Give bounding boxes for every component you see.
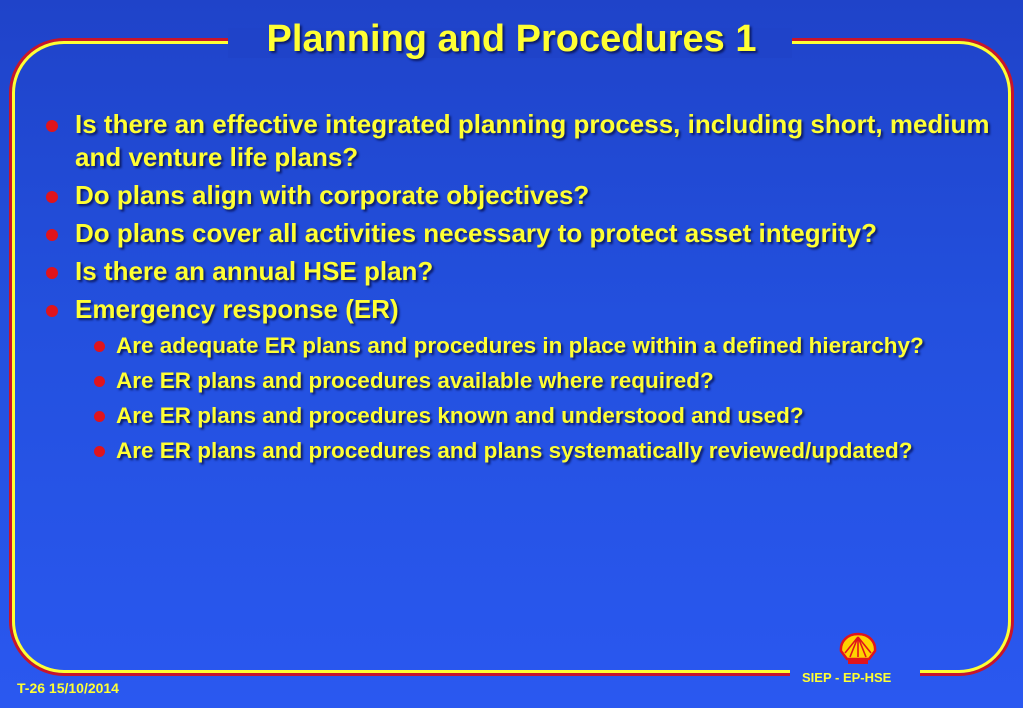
sub-bullet-text: Are ER plans and procedures available where required? bbox=[116, 368, 714, 393]
slide-title: Planning and Procedures 1 bbox=[266, 18, 757, 60]
bullet-item bbox=[42, 255, 992, 288]
bullet-dot-icon bbox=[46, 120, 58, 132]
bullet-dot-icon bbox=[46, 229, 58, 241]
sub-bullet-item bbox=[42, 436, 992, 466]
bullet-text: Do plans cover all activities necessary to protect asset integrity? bbox=[75, 218, 877, 248]
sub-bullet-text: Are ER plans and procedures known and understood and used? bbox=[116, 403, 804, 428]
footer-department: SIEP - EP-HSE bbox=[802, 670, 892, 685]
bullet-dot-icon bbox=[46, 191, 58, 203]
sub-bullet-text: Are adequate ER plans and procedures in place within a defined hierarchy? bbox=[116, 333, 924, 358]
bullet-dot-icon bbox=[46, 267, 58, 279]
bullet-text: Is there an annual HSE plan? bbox=[75, 256, 434, 286]
bullet-item bbox=[42, 293, 992, 326]
bullet-dot-icon bbox=[94, 341, 105, 352]
bullet-item bbox=[42, 179, 992, 212]
bullet-item bbox=[42, 217, 992, 250]
bullet-dot-icon bbox=[94, 446, 105, 457]
footer-slide-id: T-26 15/10/2014 bbox=[17, 680, 119, 696]
bullet-list bbox=[42, 108, 992, 471]
bullet-dot-icon bbox=[46, 305, 58, 317]
shell-logo-icon bbox=[838, 632, 878, 666]
sub-bullet-item bbox=[42, 366, 992, 396]
sub-bullet-text: Are ER plans and procedures and plans systematically reviewed/updated? bbox=[116, 438, 913, 463]
sub-bullet-item bbox=[42, 331, 992, 361]
bullet-text: Emergency response (ER) bbox=[75, 294, 399, 324]
sub-bullet-item bbox=[42, 401, 992, 431]
bullet-text: Is there an effective integrated planning process, including short, medium and venture life plans? bbox=[75, 109, 990, 172]
bullet-dot-icon bbox=[94, 376, 105, 387]
bullet-text: Do plans align with corporate objectives? bbox=[75, 180, 590, 210]
bullet-dot-icon bbox=[94, 411, 105, 422]
bullet-item bbox=[42, 108, 992, 174]
